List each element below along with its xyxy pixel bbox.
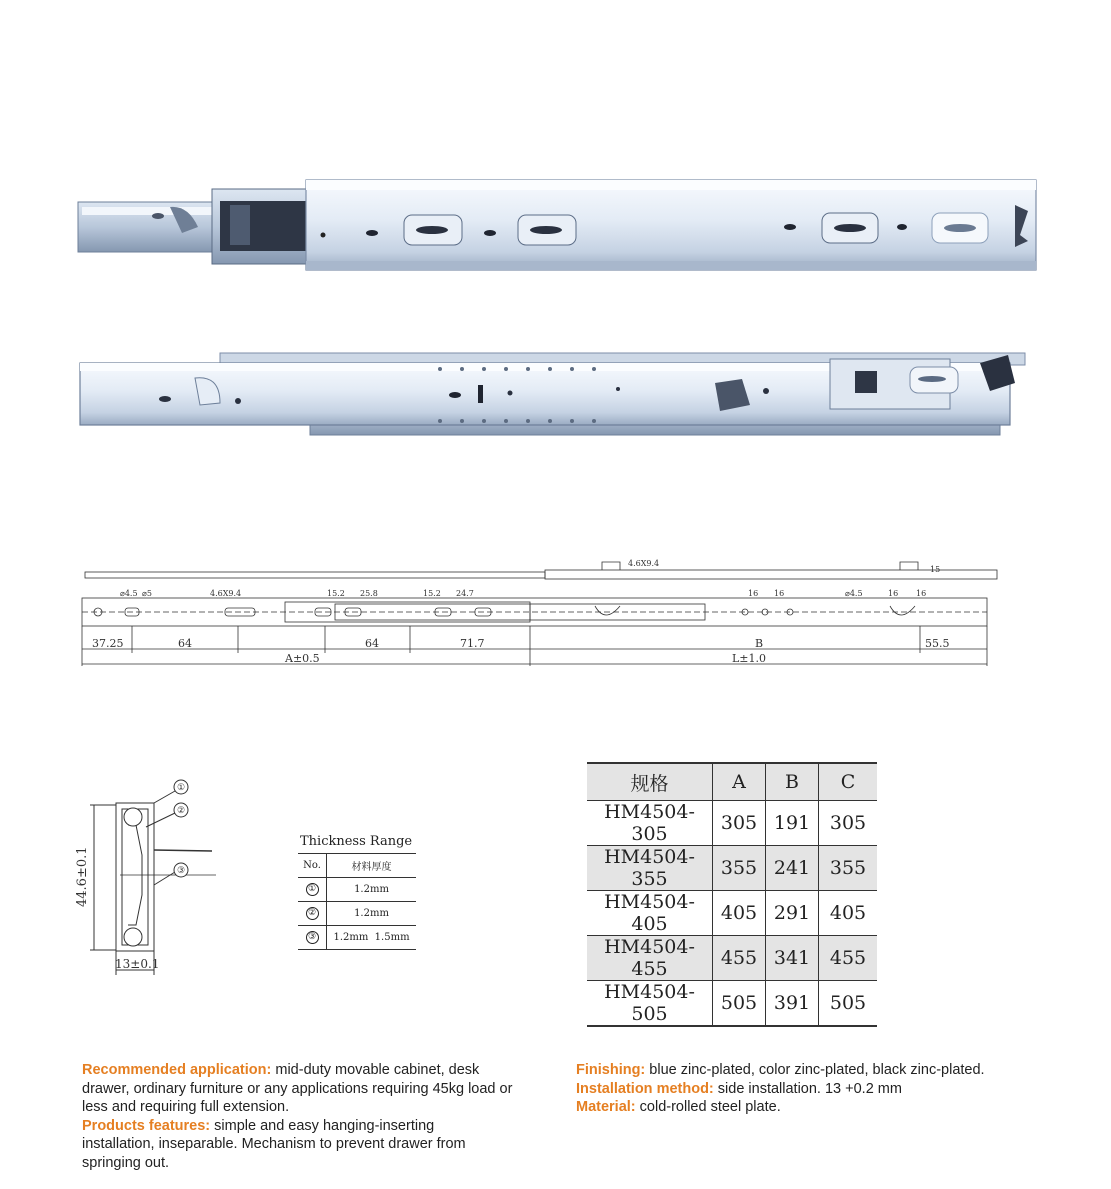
- callout-2: ②: [176, 806, 186, 816]
- slide-photo-closed: [70, 175, 1045, 275]
- thickness-title: Thickness Range: [300, 834, 413, 849]
- thickness-table: [298, 853, 416, 950]
- products-features: [82, 1117, 482, 1173]
- description-left: [82, 1061, 522, 1172]
- spec-row: [587, 846, 877, 891]
- spec-model: HM4504-355: [587, 846, 713, 891]
- spec-header-a: A: [713, 763, 766, 801]
- spec-model: HM4504-455: [587, 936, 713, 981]
- thickness-header-row: [298, 854, 416, 878]
- dim-A: A±0.5: [285, 652, 320, 665]
- dim-55-5: 55.5: [925, 637, 950, 650]
- spec-row: [587, 891, 877, 936]
- mount-slot: [518, 215, 576, 245]
- installation-method-text: side installation. 13 +0.2 mm: [713, 1080, 902, 1097]
- spec-header-c: C: [840, 771, 856, 793]
- spec-row: [587, 936, 877, 981]
- section-height: 44.6±0.1: [75, 846, 90, 907]
- spec-c: 355: [829, 857, 867, 879]
- thickness-no: ①: [306, 883, 319, 896]
- dim-dia2: ⌀5: [142, 589, 152, 598]
- spec-row: [587, 801, 877, 846]
- recommended-application-text: mid-duty movable cabinet, desk drawer, ordinary furniture or any applications requiring 45kg load or less and requiring full extension.: [82, 1062, 513, 1115]
- spec-header-model: 规格: [587, 763, 713, 801]
- dim-15-2a: 15.2: [327, 589, 345, 598]
- spec-a: 455: [713, 936, 766, 981]
- dim-dia1: ⌀4.5: [120, 589, 138, 598]
- dim-dia3: ⌀4.5: [845, 589, 863, 598]
- spec-table: [587, 762, 877, 1027]
- dim-16c: 16: [888, 589, 899, 598]
- spec-b: 241: [766, 846, 819, 891]
- spec-c: 505: [829, 992, 867, 1014]
- thickness-no: ②: [306, 907, 319, 920]
- dim-holes-left: 4.6X9.4: [210, 589, 242, 598]
- section-width: 13±0.1: [115, 957, 160, 971]
- dim-16a: 16: [748, 589, 759, 598]
- installation-method: [576, 1080, 1046, 1099]
- spec-c: 455: [829, 947, 867, 969]
- slot-hole: [152, 213, 164, 219]
- spec-a: 405: [713, 891, 766, 936]
- spec-model: HM4504-305: [587, 801, 713, 846]
- spec-b: 341: [766, 936, 819, 981]
- mount-slot: [822, 213, 878, 243]
- recommended-application-label: Recommended application:: [82, 1062, 272, 1078]
- spec-model: HM4504-405: [587, 891, 713, 936]
- thickness-value: 1.2mm: [327, 902, 417, 926]
- dim-64a: 64: [178, 637, 192, 650]
- spec-b: 191: [766, 801, 819, 846]
- thickness-header-no: No.: [298, 854, 327, 878]
- spec-a: 505: [713, 981, 766, 1027]
- description-right: [576, 1061, 1046, 1117]
- thickness-range: [298, 834, 416, 950]
- slide-photo-rear: [70, 333, 1045, 443]
- spec-c: 305: [829, 812, 867, 834]
- products-features-text: simple and easy hanging-inserting installation, inseparable. Mechanism to prevent drawer from springing out.: [82, 1117, 466, 1171]
- callout-1: ①: [176, 783, 186, 793]
- recommended-application: [82, 1061, 522, 1117]
- thickness-value: 1.2mm: [327, 878, 417, 902]
- dim-holes-top: 4.6X9.4: [628, 559, 660, 568]
- callout-3: ③: [176, 866, 186, 876]
- dim-24-7: 24.7: [456, 589, 474, 598]
- spec-a: 355: [713, 846, 766, 891]
- dim-37-25: 37.25: [92, 637, 124, 650]
- mount-slot: [932, 213, 988, 243]
- finishing-label: Finishing:: [576, 1062, 646, 1078]
- dim-15-2b: 15.2: [423, 589, 441, 598]
- dim-25-8: 25.8: [360, 589, 378, 598]
- dim-64b: 64: [365, 637, 379, 650]
- spec-a: 305: [713, 801, 766, 846]
- spec-b: 391: [766, 981, 819, 1027]
- installation-method-label: Installation method:: [576, 1080, 714, 1097]
- spec-row: [587, 981, 877, 1027]
- spec-header-row: [587, 763, 877, 801]
- dim-16b: 16: [774, 589, 785, 598]
- thickness-header-label: 材料厚度: [327, 854, 417, 878]
- spec-model: HM4504-505: [587, 981, 713, 1027]
- technical-drawing: [80, 558, 1005, 666]
- material-label: Material:: [576, 1099, 636, 1115]
- finishing-text: blue zinc-plated, color zinc-plated, black zinc-plated.: [645, 1062, 985, 1078]
- dim-16d: 16: [916, 589, 927, 598]
- thickness-no: ③: [306, 931, 319, 944]
- thickness-row: [298, 926, 416, 950]
- thickness-value: 1.2mm 1.5mm: [327, 926, 417, 950]
- thickness-row: [298, 878, 416, 902]
- finishing: [576, 1061, 1046, 1080]
- mount-slot: [404, 215, 462, 245]
- dim-15: 15: [930, 565, 941, 574]
- material: [576, 1098, 1046, 1117]
- dim-L: L±1.0: [732, 652, 767, 665]
- spec-b: 291: [766, 891, 819, 936]
- products-features-label: Products features:: [82, 1117, 211, 1134]
- dim-71-7: 71.7: [460, 637, 485, 650]
- cross-section-diagram: [70, 775, 220, 975]
- spec-c: 405: [829, 902, 867, 924]
- dim-B: B: [755, 637, 764, 650]
- thickness-row: [298, 902, 416, 926]
- material-text: cold-rolled steel plate.: [635, 1099, 781, 1115]
- spec-header-b: B: [766, 763, 819, 801]
